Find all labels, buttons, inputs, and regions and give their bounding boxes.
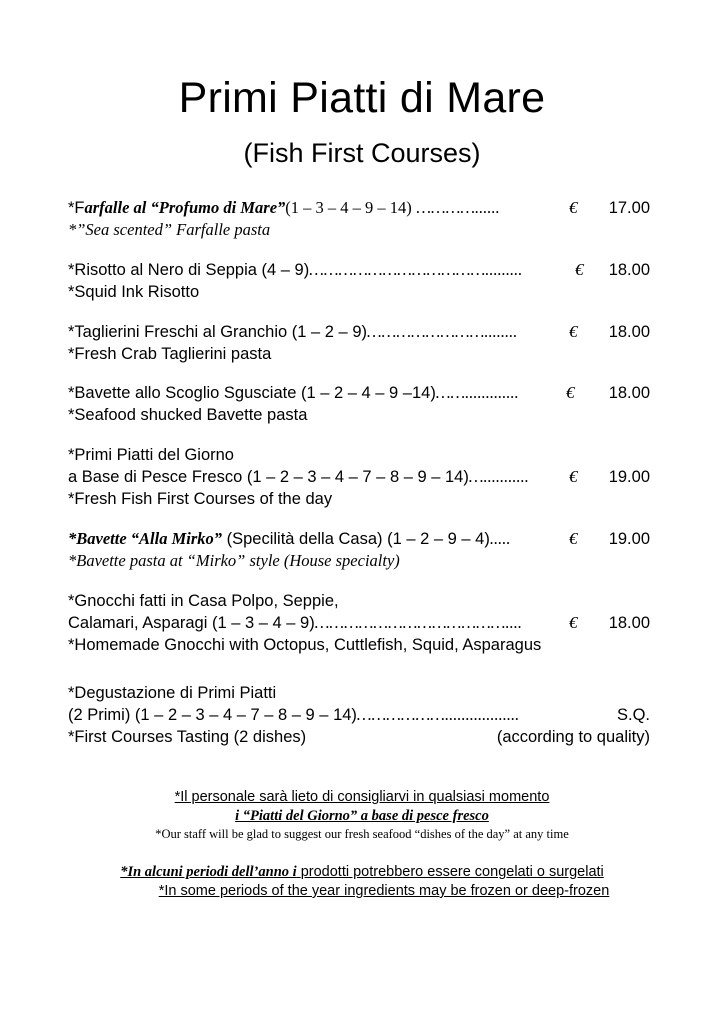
dish-giorno-name-line — [68, 466, 529, 488]
euro-sign: € — [569, 467, 578, 486]
dish-allergens: (1 – 2 – 3 – 4 – 7 – 8 – 9 – 14) — [246, 468, 469, 486]
dish-allergens: (1 – 2 – 4 – 9 –14) — [300, 384, 436, 402]
euro-sign: € — [569, 613, 578, 632]
staff-notice-it-2: i “Piatti del Giorno” a base di pesce fresco — [235, 808, 489, 824]
euro-sign: € — [569, 529, 578, 548]
euro-sign: € — [569, 322, 578, 341]
dish-name: *Degustazione di Primi Piatti — [68, 684, 277, 702]
dish-price-note: (according to quality) — [496, 728, 650, 746]
dish-allergens: (4 – 9) — [261, 261, 310, 279]
dish-name: *Bavette “Alla Mirko” — [68, 529, 222, 548]
dish-allergens: (1 – 2 – 3 – 4 – 7 – 8 – 9 – 14) — [134, 706, 357, 724]
dish-risotto-name-line — [68, 259, 522, 281]
dish-leader-dots: ..... — [489, 529, 511, 548]
dish-leader-dots: ……............. — [435, 383, 519, 402]
dish-name: *Gnocchi fatti in Casa Polpo, Seppie, — [68, 592, 339, 610]
dish-taglierini-name-line — [68, 321, 517, 343]
frozen-notice-it — [0, 863, 724, 882]
dish-farfalle-name-line — [68, 197, 500, 219]
frozen-notice-en: *In some periods of the year ingredients may be frozen or deep-frozen — [158, 883, 610, 899]
dish-name-initial: F — [74, 199, 85, 217]
dish-translation: *Seafood shucked Bavette pasta — [68, 406, 308, 424]
dish-price: S.Q. — [616, 706, 650, 724]
dish-price: 19.00 — [608, 530, 650, 548]
dish-allergens: (1 – 3 – 4 – 9) — [212, 614, 315, 632]
euro-sign: € — [569, 198, 578, 217]
dish-name: *Taglierini Freschi al Granchio — [68, 323, 288, 341]
dish-name: (2 Primi) — [68, 706, 131, 724]
dish-translation: *”Sea scented” Farfalle pasta — [68, 220, 271, 239]
dish-allergens: (1 – 2 – 9 – 4) — [387, 530, 490, 548]
dish-price: 19.00 — [608, 468, 650, 486]
dish-name: *Bavette allo Scoglio Sgusciate — [68, 384, 297, 402]
dish-name: Calamari, Asparagi — [68, 614, 208, 632]
dish-leader-dots: …………...... — [416, 198, 500, 217]
dish-translation: *First Courses Tasting (2 dishes) — [68, 728, 307, 746]
dish-star: * — [68, 199, 75, 217]
dish-leader-dots: ……………………........ — [367, 322, 518, 341]
dish-price: 18.00 — [608, 614, 650, 632]
dish-leader-dots: …........... — [468, 467, 529, 486]
staff-notice-en: *Our staff will be glad to suggest our fresh seafood “dishes of the day” at any time — [155, 827, 569, 841]
dish-translation: *Fresh Crab Taglierini pasta — [68, 345, 272, 363]
dish-translation: *Bavette pasta at “Mirko” style (House specialty) — [68, 551, 400, 570]
dish-translation: *Fresh Fish First Courses of the day — [68, 490, 333, 508]
dish-name-suffix: (Specilità della Casa) — [226, 530, 383, 548]
dish-name: *Primi Piatti del Giorno — [68, 446, 234, 464]
euro-sign: € — [566, 383, 575, 402]
frozen-notice-italic: *In alcuni periodi dell’anno i — [120, 864, 297, 880]
dish-translation: *Homemade Gnocchi with Octopus, Cuttlefish, Squid, Asparagus — [68, 636, 542, 654]
staff-notice-it: *Il personale sarà lieto di consigliarvi in qualsiasi momento — [174, 789, 550, 805]
dish-name: arfalle al “Profumo di Mare” — [84, 198, 286, 217]
dish-bavette-mirko-name-line — [68, 528, 510, 550]
page-title: Primi Piatti di Mare — [178, 74, 546, 122]
euro-sign: € — [575, 260, 584, 279]
dish-name: *Risotto al Nero di Seppia — [68, 261, 257, 279]
dish-gnocchi-name-line — [68, 612, 522, 634]
dish-leader-dots: ……………….................. — [356, 705, 520, 724]
dish-price: 18.00 — [608, 261, 650, 279]
dish-allergens: (1 – 2 – 9) — [291, 323, 367, 341]
dish-leader-dots: ………………………………......... — [309, 260, 523, 279]
dish-leader-dots: ………………………………….... — [314, 613, 522, 632]
dish-translation: *Squid Ink Risotto — [68, 283, 200, 301]
dish-price: 18.00 — [608, 384, 650, 402]
dish-degustazione-name-line — [68, 704, 519, 726]
dish-price: 17.00 — [608, 199, 650, 217]
dish-name: a Base di Pesce Fresco — [68, 468, 243, 486]
frozen-notice-rest: prodotti potrebbero essere congelati o surgelati — [300, 864, 604, 880]
dish-bavette-scoglio-name-line — [68, 382, 519, 404]
page-subtitle: (Fish First Courses) — [243, 138, 481, 168]
dish-price: 18.00 — [608, 323, 650, 341]
dish-allergens: (1 – 3 – 4 – 9 – 14) — [285, 198, 412, 217]
